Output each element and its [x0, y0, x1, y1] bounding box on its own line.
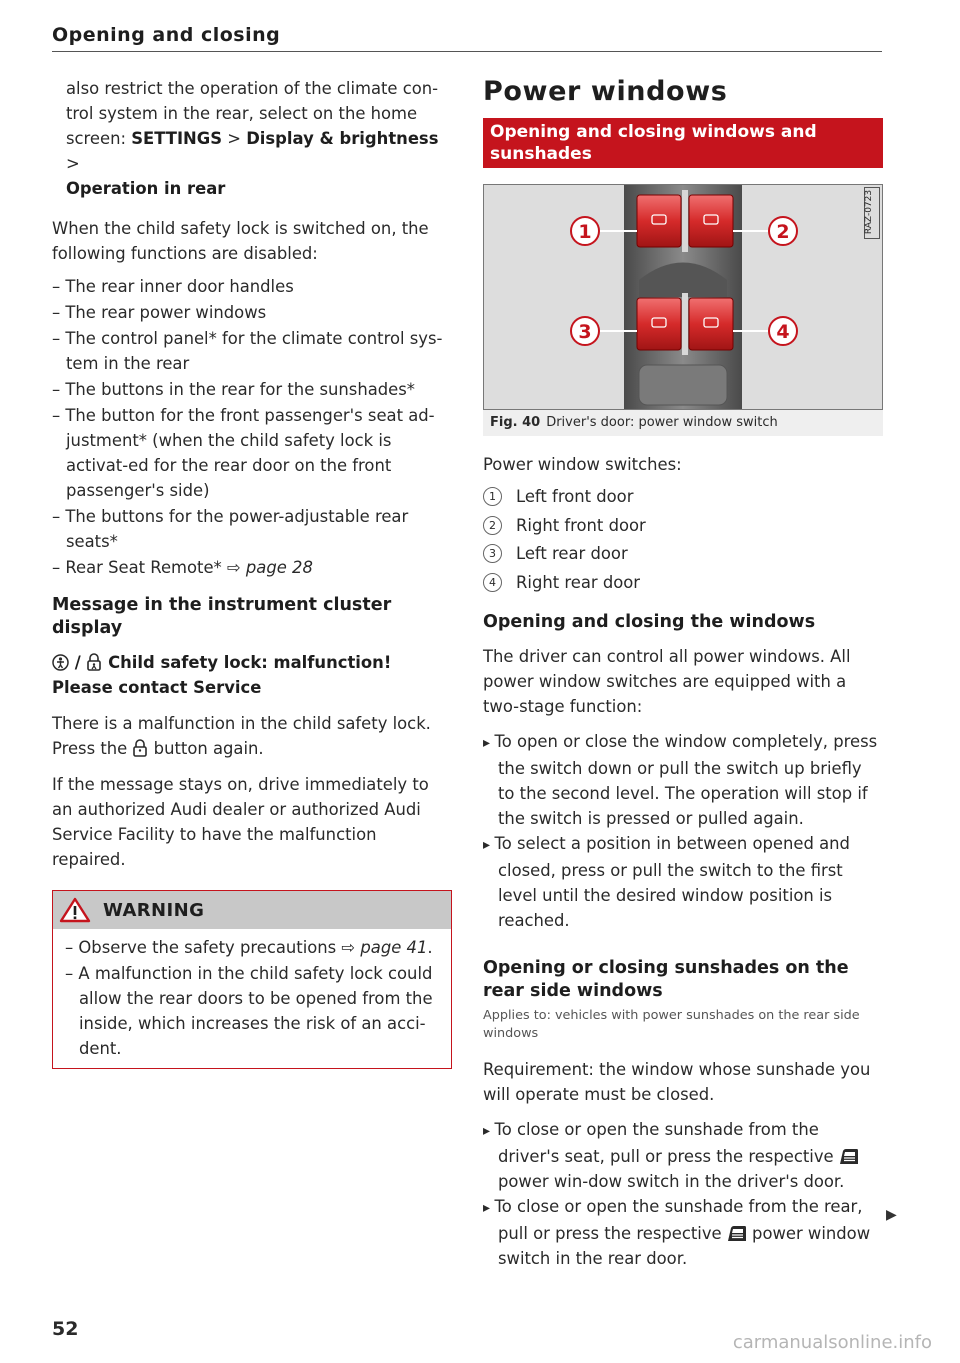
switch-panel-illustration [484, 185, 882, 409]
list-item: ▸ To select a position in between opened and closed, press or pull the switch to the first level until the desired window position is reached. [483, 831, 883, 933]
list-item [483, 540, 883, 569]
intro-line-1: also restrict the operation of the climate con- [66, 79, 439, 98]
warning-title: WARNING [103, 899, 205, 921]
header-rule [52, 51, 882, 52]
page-number: 52 [52, 1318, 79, 1340]
list-item: ▸ To open or close the window completely, press the switch down or pull the switch up briefly to the second level. The operation will stop if the switch is pressed or pulled again. [483, 729, 883, 831]
windows-text: The driver can control all power windows. All power window switches are equipped with a two-stage function: [483, 647, 851, 717]
switch-label: Left front door [516, 487, 634, 506]
figure-id: RAZ-0723 [864, 189, 875, 235]
list-item [483, 1194, 883, 1271]
continue-arrow-icon: ▶ [886, 1207, 897, 1223]
number-circle: 3 [483, 544, 502, 563]
applies-to-note: Applies to: vehicles with power sunshades on the rear side windows [483, 1008, 860, 1042]
number-circle: 4 [483, 573, 502, 592]
right-column [483, 76, 883, 1271]
list-item [483, 1117, 883, 1194]
step-text: power win-dow switch in the driver's door. [498, 1172, 845, 1192]
menu-path-sep: > [222, 129, 247, 148]
step-text: To close or open the sunshade from the rear, pull or press the respective [494, 1197, 863, 1244]
list-item [483, 512, 883, 541]
child-lock-circle-icon [52, 654, 69, 671]
list-item: – The control panel* for the climate control sys-tem in the rear [52, 326, 452, 376]
child-lock-button-icon [132, 739, 148, 757]
number-circle: 1 [483, 487, 502, 506]
list-item [52, 555, 452, 580]
list-item: – The buttons in the rear for the sunshades* [52, 377, 452, 402]
running-header: Opening and closing [52, 24, 281, 46]
windows-heading: Opening and closing the windows [483, 612, 816, 633]
number-circle: 2 [483, 516, 502, 535]
service-text: If the message stays on, drive immediately to an authorized Audi dealer or authorized Audi Service Facility to have the malfunction repaired. [52, 775, 429, 869]
intro-line-3: screen: [66, 129, 132, 148]
step-text: To close or open the sunshade from the driver's seat, pull or press the respective [494, 1120, 839, 1167]
figure-id-box [864, 187, 880, 239]
list-item: – The rear inner door handles [52, 274, 452, 299]
menu-path-operation: Operation in rear [66, 179, 226, 198]
sunshade-requirement: Requirement: the window whose sunshade you will operate must be closed. [483, 1060, 871, 1105]
switches-label: Power window switches: [483, 455, 682, 474]
sunshade-heading: Opening or closing sunshades on the rear side windows [483, 958, 849, 1002]
windows-steps [483, 729, 883, 933]
sunshade-steps [483, 1117, 883, 1271]
list-item: – The buttons for the power-adjustable rear seats* [52, 504, 452, 554]
list-item: – The button for the front passenger's seat ad-justment* (when the child safety lock is activat-ed for the rear door on the front passenger's side) [52, 403, 452, 503]
switch-label: Right rear door [516, 572, 641, 592]
menu-path-display: Display & brightness [246, 129, 439, 148]
warning-item-1-text: Observe the safety precautions [78, 938, 342, 957]
warning-triangle-icon [59, 897, 91, 923]
figure-number: Fig. 40 [490, 415, 541, 430]
step-text: power window switch in the rear door. [498, 1224, 871, 1269]
callout-2: 2 [776, 221, 790, 243]
menu-path-sep2: > [66, 154, 80, 173]
warning-header [53, 891, 451, 929]
red-title-bar: Opening and closing windows and sunshades [483, 118, 883, 168]
message-title [52, 650, 452, 700]
malfunction-text [52, 711, 452, 761]
list-item [65, 935, 437, 960]
figure-caption [483, 410, 883, 436]
list-item [483, 569, 883, 598]
watermark: carmanualsonline.info [732, 1332, 932, 1353]
warning-item-1-end: . [427, 938, 433, 957]
left-column [52, 76, 452, 1069]
switch-label: Right front door [516, 515, 646, 535]
message-title-text: Child safety lock: malfunction! Please contact Service [52, 653, 392, 697]
intro-line-2: trol system in the rear, select on the home [66, 104, 418, 123]
sunshade-icon [839, 1148, 859, 1165]
disabled-functions-list [52, 274, 452, 580]
section-heading: Power windows [483, 76, 728, 107]
malfunction-text-a: There is a malfunction in the child safety lock. Press the [52, 714, 431, 758]
page-reference-link[interactable]: ⇨ page 41 [341, 938, 428, 957]
lock-intro: When the child safety lock is switched on, the following functions are disabled: [52, 219, 429, 263]
list-item [483, 483, 883, 512]
callout-1: 1 [578, 221, 592, 243]
sunshade-icon [727, 1225, 747, 1242]
switch-list [483, 483, 883, 597]
callout-3: 3 [578, 321, 592, 343]
page-reference-link[interactable]: ⇨ page 28 [226, 558, 313, 577]
remote-text: Rear Seat Remote* [65, 558, 227, 577]
message-title-sep: / [69, 653, 87, 672]
warning-box [52, 890, 452, 1069]
message-heading: Message in the instrument cluster display [52, 595, 392, 638]
warning-body [53, 929, 451, 1068]
figure-caption-text: Driver's door: power window switch [546, 415, 778, 430]
switch-label: Left rear door [516, 544, 628, 564]
list-item: – A malfunction in the child safety lock could allow the rear doors to be opened from the inside, which increases the risk of an acci-dent. [65, 961, 437, 1061]
child-lock-icon [86, 653, 102, 671]
intro-paragraph [52, 76, 452, 201]
figure-power-window-switch [483, 184, 883, 410]
malfunction-text-b: button again. [148, 739, 264, 758]
callout-4: 4 [776, 321, 790, 343]
list-item: – The rear power windows [52, 300, 452, 325]
menu-path-settings: SETTINGS [131, 129, 223, 148]
